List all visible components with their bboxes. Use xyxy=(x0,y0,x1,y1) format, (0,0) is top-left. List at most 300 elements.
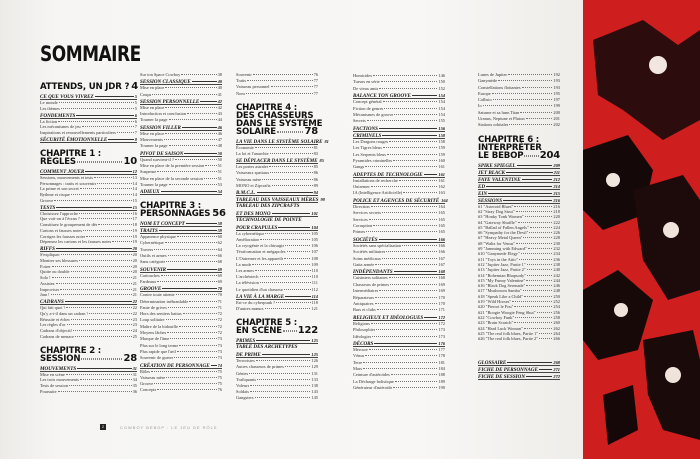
entry-label: Téraformation et mégapoles xyxy=(236,249,286,255)
dot-leader xyxy=(283,331,297,332)
entry-label: RIFFS xyxy=(40,246,56,252)
page-number: 107 xyxy=(311,249,318,255)
dot-leader xyxy=(371,186,438,187)
dot-leader xyxy=(519,259,552,260)
entry-label: Voleurs xyxy=(236,382,250,388)
dot-leader xyxy=(377,309,438,310)
entry-label: Europe xyxy=(478,90,491,96)
dot-leader xyxy=(97,183,131,184)
entry-label: SESSION FILLER xyxy=(140,124,181,131)
dot-leader xyxy=(108,139,134,140)
toc-section-heading[interactable] xyxy=(478,176,560,183)
chapter-title-line: CHAPITRE 2 : xyxy=(40,345,101,356)
dot-leader xyxy=(271,86,313,87)
page-number: 69 xyxy=(217,272,222,278)
entry-label: Assistez xyxy=(40,280,55,286)
dot-leader xyxy=(530,227,553,228)
page-number: 50 xyxy=(217,150,222,156)
toc-section-heading[interactable] xyxy=(478,373,560,380)
toc-section-heading[interactable] xyxy=(478,169,560,176)
chapter-page-number: 28 xyxy=(123,352,137,364)
entry-label: Générateur d'astéroïde xyxy=(353,385,393,391)
page-number: 46 xyxy=(217,124,222,130)
entry-label: Dépensez les cartons et les fausses notes xyxy=(40,239,112,245)
entry-label: Trafiquants xyxy=(236,376,257,382)
page-number: 170 xyxy=(438,300,445,306)
page-number: 133 xyxy=(311,376,318,382)
page-number: 38 xyxy=(217,72,222,77)
chapter-title-line xyxy=(140,208,226,220)
dot-leader xyxy=(98,224,131,225)
entry-label: #19 "Wild Horses" xyxy=(478,299,512,305)
dot-leader xyxy=(166,319,217,320)
toc-section-heading[interactable] xyxy=(236,351,318,358)
dot-leader xyxy=(493,99,553,100)
entry-label: Callisto xyxy=(478,97,492,103)
entry-label: SESSION PERSONNELLE xyxy=(140,98,200,105)
dot-leader xyxy=(539,338,552,339)
page-number: 212 xyxy=(553,176,560,182)
toc-section-heading[interactable] xyxy=(140,78,222,85)
dot-leader xyxy=(269,166,312,167)
page-number: 19 xyxy=(132,227,137,233)
entry-label: #3 "Honky Tonk Women" xyxy=(478,214,524,220)
entry-label: #2 "Stray Dog Strut" xyxy=(478,208,515,214)
dot-leader xyxy=(253,74,313,75)
toc-entry[interactable] xyxy=(140,387,222,393)
toc-column-1 xyxy=(40,76,137,395)
page-number: 167 xyxy=(438,255,445,261)
toc-entry[interactable] xyxy=(40,334,137,340)
dot-leader xyxy=(89,313,131,314)
dot-leader xyxy=(539,333,552,334)
dot-leader xyxy=(177,351,217,352)
page-number: 166 xyxy=(438,249,445,255)
dot-leader xyxy=(66,374,132,375)
dot-leader xyxy=(255,397,311,398)
dot-leader xyxy=(393,160,437,161)
dot-leader xyxy=(516,243,552,244)
entry-label: #22 "Cowboy Funk" xyxy=(478,314,515,320)
toc-section-heading[interactable] xyxy=(140,150,222,157)
toc-section-heading[interactable] xyxy=(40,168,137,175)
toc-section-heading[interactable] xyxy=(478,366,560,373)
toc-section-heading[interactable] xyxy=(236,157,324,165)
page-number: 248 xyxy=(553,288,560,294)
toc-column-5 xyxy=(478,72,560,380)
dot-leader xyxy=(270,153,313,154)
dot-leader xyxy=(170,338,216,339)
entry-label: Apparence physique xyxy=(140,234,176,240)
chapter-title-line: CHAPITRE 5 : xyxy=(236,318,297,329)
entry-label: Io xyxy=(478,103,482,109)
page-number: 17 xyxy=(132,216,137,222)
entry-label: Chasseurs de primes xyxy=(353,281,390,287)
toc-entry[interactable] xyxy=(353,385,445,391)
dot-leader xyxy=(424,317,437,318)
toc-section-heading[interactable] xyxy=(40,365,137,372)
toc-section-heading[interactable] xyxy=(236,224,318,231)
dot-leader xyxy=(165,133,216,134)
dot-leader xyxy=(52,277,132,278)
page-number: 252 xyxy=(553,299,560,305)
dot-leader xyxy=(52,266,132,267)
dot-leader xyxy=(71,194,132,195)
toc-section-heading[interactable] xyxy=(140,124,222,131)
toc-entry[interactable] xyxy=(236,91,318,97)
page-number: 18 xyxy=(132,222,137,227)
toc-section-heading[interactable] xyxy=(140,188,222,195)
dot-leader xyxy=(521,253,553,254)
toc-section-heading[interactable] xyxy=(140,362,222,369)
entry-label: S'expliquer xyxy=(40,252,60,257)
dot-leader xyxy=(526,376,552,377)
dot-leader xyxy=(284,258,310,259)
dot-leader xyxy=(250,391,310,392)
page-number: 110 xyxy=(311,274,318,280)
page-number: 20 xyxy=(132,263,137,269)
page-number: 48 xyxy=(217,143,222,149)
dot-leader xyxy=(157,389,216,390)
page-number: 35 xyxy=(132,383,137,388)
dot-leader xyxy=(379,290,437,291)
dot-leader xyxy=(151,371,217,372)
dot-leader xyxy=(367,120,438,121)
dot-leader xyxy=(73,330,132,331)
entry-label: SPIKE SPIEGEL xyxy=(478,162,516,169)
dot-leader xyxy=(262,179,312,180)
entry-label: Vaisseau mère xyxy=(140,374,166,380)
dot-leader xyxy=(184,153,216,154)
dot-leader xyxy=(167,269,217,270)
toc-section-heading[interactable] xyxy=(353,125,445,132)
page-number: 50 xyxy=(217,156,222,162)
entry-label: Mise en place xyxy=(140,104,165,110)
entry-label: L'Outremer et les appareils xyxy=(236,255,284,261)
toc-section-heading[interactable] xyxy=(353,132,445,139)
toc-column-3 xyxy=(236,72,329,401)
chapter-heading[interactable] xyxy=(40,83,137,91)
dot-leader xyxy=(379,128,437,129)
entry-label: Plus rapide que l'œil xyxy=(140,348,176,354)
dot-leader xyxy=(529,232,552,233)
toc-section-heading[interactable] xyxy=(236,189,318,196)
dot-leader xyxy=(76,115,133,116)
dot-leader xyxy=(523,237,552,238)
entry-label: Idéologies xyxy=(353,333,372,339)
page-number: 192 xyxy=(553,72,560,77)
entry-label: Outils et armes xyxy=(140,253,167,259)
dot-leader xyxy=(375,297,437,298)
toc-section-heading[interactable] xyxy=(478,359,560,366)
entry-label: Les Serpents bleus xyxy=(353,151,386,157)
entry-label: D'autres mœurs xyxy=(236,305,264,311)
dot-leader xyxy=(192,81,217,82)
page-number: 146 xyxy=(438,73,445,78)
page-number: 167 xyxy=(438,261,445,267)
page-number: 60 xyxy=(217,234,222,240)
entry-label: LA VIE À LA MARGE xyxy=(236,293,285,300)
toc-section-heading[interactable] xyxy=(478,162,560,169)
entry-label: Est-ce du cyberpunk ? xyxy=(236,299,276,305)
entry-label: Les armes xyxy=(236,268,254,273)
heading-line: TABLE DES ARCHÉTYPES xyxy=(236,344,298,351)
page-number: 77 xyxy=(313,90,318,96)
entry-label: Quitte ou double xyxy=(40,269,70,275)
page-number: 250 xyxy=(553,293,560,299)
dot-leader xyxy=(169,119,217,120)
entry-label: POLICE ET AGENCES DE SÉCURITÉ xyxy=(353,197,440,204)
dot-leader xyxy=(483,105,553,106)
page-number: 21 xyxy=(132,292,137,298)
page-number: 215 xyxy=(553,190,560,196)
entry-label: ADIEUX xyxy=(140,189,160,196)
dot-leader xyxy=(518,222,553,223)
page-number: 34 xyxy=(132,377,137,383)
entry-label: Gatta armée xyxy=(353,261,375,267)
dot-leader xyxy=(285,296,311,297)
dot-leader xyxy=(524,328,553,329)
entry-label: NOM ET CONCEPT xyxy=(140,221,185,228)
entry-label: Mise en scène xyxy=(40,371,65,377)
page-number: 155 xyxy=(438,118,445,124)
page-number: 69 xyxy=(217,278,222,284)
dot-leader xyxy=(284,289,311,290)
toc-section-heading[interactable] xyxy=(236,196,325,203)
entry-label: Vaisseaux spatiaux xyxy=(236,170,270,176)
entry-label: ADEPTES DE TECHNOLOGIE xyxy=(353,171,423,178)
dot-leader xyxy=(395,381,438,382)
dot-leader xyxy=(260,239,310,240)
chapter-heading[interactable] xyxy=(40,347,137,363)
page-number: 20 xyxy=(132,269,137,275)
toc-section-heading[interactable] xyxy=(40,298,137,305)
dot-leader xyxy=(256,360,311,361)
page-number: 101 xyxy=(311,210,318,216)
entry-label: Tests de session xyxy=(40,383,68,388)
entry-label: Mise en place de la première session xyxy=(140,162,205,168)
entry-label: Travers xyxy=(140,246,154,252)
dot-leader xyxy=(77,161,123,162)
dot-leader xyxy=(252,264,310,265)
entry-label: #4 "Gateway Shuffle" xyxy=(478,219,517,225)
page-number: 58 xyxy=(217,221,222,227)
dot-leader xyxy=(373,75,437,76)
dot-leader xyxy=(56,248,132,249)
entry-label: Concepts xyxy=(140,387,157,393)
red-illustration-panel xyxy=(583,0,700,459)
entry-label: Mise en place xyxy=(140,130,165,136)
dot-leader xyxy=(508,74,552,75)
chapter-page-number: 122 xyxy=(297,325,318,337)
page-number: 75 xyxy=(217,374,222,380)
chapter-heading[interactable] xyxy=(236,319,318,335)
dot-leader xyxy=(522,87,553,88)
page-number: 165 xyxy=(438,223,445,229)
entry-label: Vénus xyxy=(353,353,365,359)
toc-section-heading[interactable] xyxy=(236,210,318,217)
dot-leader xyxy=(85,171,131,172)
entry-label: La mode xyxy=(236,261,252,267)
page-number: 108 xyxy=(311,255,318,261)
chapter-title: LE BEBOP xyxy=(478,150,524,161)
toc-section-heading[interactable] xyxy=(353,171,445,178)
page-number: 76 xyxy=(313,72,318,77)
dot-leader xyxy=(383,147,438,148)
chapter-title-line xyxy=(236,327,318,335)
page-number: 228 xyxy=(553,235,560,241)
toc-section-heading[interactable] xyxy=(353,92,445,99)
dot-leader xyxy=(187,113,217,114)
toc-section-heading[interactable] xyxy=(140,98,222,105)
page-number: 76 xyxy=(217,387,222,393)
dot-leader xyxy=(506,172,553,173)
entry-label: La Décharge holistique xyxy=(353,378,394,384)
entry-label: Ceinture d'astéroïdes xyxy=(353,372,390,378)
toc-section-heading[interactable] xyxy=(478,190,560,197)
dot-leader xyxy=(262,354,311,355)
dot-leader xyxy=(65,301,132,302)
chapter-heading[interactable] xyxy=(236,102,323,137)
toc-section-heading[interactable] xyxy=(40,112,137,119)
entry-label: Outremer xyxy=(353,184,370,190)
page-number: 143 xyxy=(311,389,318,395)
entry-label: Quand survient-il ? xyxy=(140,156,174,162)
page-number: 244 xyxy=(553,277,560,283)
page-number: 232 xyxy=(553,246,560,252)
dot-leader xyxy=(80,379,132,380)
page-number: 171 xyxy=(438,307,445,313)
page-number: 195 xyxy=(553,90,560,96)
page-number: 81 xyxy=(313,144,318,150)
page-number: 169 xyxy=(438,288,445,294)
page-number: 13 xyxy=(132,174,137,180)
entry-label: Primes xyxy=(353,229,366,235)
dot-leader xyxy=(189,301,216,302)
page-number: 6 xyxy=(134,118,137,124)
page-number: 89 xyxy=(313,182,318,188)
entry-label: Nom xyxy=(236,90,245,96)
toc-entry[interactable] xyxy=(236,395,318,401)
entry-label: Terre xyxy=(353,359,363,365)
toc-section-heading[interactable] xyxy=(236,293,318,300)
entry-label: Les Dragons rouges xyxy=(353,138,389,144)
dot-leader xyxy=(260,276,311,277)
toc-entry[interactable] xyxy=(478,122,560,128)
chapter-heading[interactable] xyxy=(478,136,560,160)
toc-section-heading[interactable] xyxy=(236,138,329,145)
dot-leader xyxy=(389,141,437,142)
entry-label: SESSIONS xyxy=(478,197,503,204)
toc-section-heading[interactable] xyxy=(40,245,137,252)
dot-leader xyxy=(381,81,438,82)
toc-section-heading[interactable] xyxy=(40,93,137,100)
page-number: 7 xyxy=(134,124,137,130)
page-number: 214 xyxy=(553,183,560,189)
entry-label: Cuisiniers solitaires xyxy=(353,275,388,281)
entry-label: #20 "Pierrot le Fou" xyxy=(478,304,514,310)
entry-label: Hors des sentiers battus xyxy=(140,311,182,317)
entry-label: Économie xyxy=(236,144,254,150)
running-footer: COWBOY BEBOP : LE JEU DE RÔLE xyxy=(120,425,218,430)
page-number: 193 xyxy=(553,78,560,84)
toc-section-heading[interactable] xyxy=(140,266,222,273)
page-number: 154 xyxy=(438,93,445,99)
dot-leader xyxy=(523,290,553,291)
chapter-page-number: 10 xyxy=(123,155,137,167)
toc-section-heading[interactable] xyxy=(353,314,445,321)
toc-section-heading[interactable] xyxy=(40,204,137,211)
toc-entry[interactable] xyxy=(40,389,137,395)
chapter-heading[interactable] xyxy=(140,201,226,220)
page-number: 266 xyxy=(553,336,560,342)
dot-leader xyxy=(77,368,131,369)
chapter-heading[interactable] xyxy=(40,150,137,166)
entry-label: Homicides xyxy=(353,73,373,78)
entry-label: Gangs xyxy=(353,164,365,170)
toc-section-heading[interactable] xyxy=(140,227,222,234)
toc-section-heading[interactable] xyxy=(353,340,445,347)
page-number: 272 xyxy=(553,374,560,380)
heading-line: TECHNOLOGIE DE POINTE xyxy=(236,216,302,223)
dot-leader xyxy=(393,387,437,388)
dot-leader xyxy=(488,193,552,194)
dot-leader xyxy=(51,294,132,295)
entry-label: #17 "Mushroom Samba" xyxy=(478,288,522,294)
entry-label: Pyramides criminelles xyxy=(353,157,393,163)
chapter-page-number: 78 xyxy=(304,125,318,137)
toc-section-heading[interactable] xyxy=(140,220,222,227)
entry-label: #11 "Toys in the Attic" xyxy=(478,256,519,262)
toc-section-heading[interactable] xyxy=(353,236,445,243)
entry-label: Vaisseau personnel xyxy=(236,84,270,90)
dot-leader xyxy=(278,227,310,228)
entry-label: Soins médicaux xyxy=(353,255,381,261)
page-number: 5 xyxy=(134,100,137,105)
toc-section-heading[interactable] xyxy=(353,197,448,204)
dot-leader xyxy=(524,155,538,156)
toc-section-heading[interactable] xyxy=(478,183,560,190)
dot-leader xyxy=(256,340,310,341)
toc-section-heading[interactable] xyxy=(40,136,137,143)
dot-leader xyxy=(204,178,217,179)
toc-section-heading[interactable] xyxy=(478,197,560,204)
page-number: 129 xyxy=(311,364,318,370)
dot-leader xyxy=(516,211,553,212)
spacer xyxy=(478,341,560,359)
page-number: 256 xyxy=(553,309,560,315)
page-number: 254 xyxy=(553,304,560,310)
dot-leader xyxy=(498,80,552,81)
page-number: 106 xyxy=(311,243,318,249)
dot-leader xyxy=(526,285,552,286)
page-number: 21 xyxy=(132,275,137,280)
dot-leader xyxy=(59,102,134,103)
entry-label: #13 "Jupiter Jazz, Partie 2" xyxy=(478,267,526,273)
page-number: 184 xyxy=(438,366,445,372)
dot-leader xyxy=(69,385,132,386)
dot-leader xyxy=(537,312,553,313)
toc-entry[interactable] xyxy=(236,306,318,312)
entry-label: #26 "The real folk blues, Partie 2" xyxy=(478,336,539,342)
dot-leader xyxy=(375,264,437,265)
dot-leader xyxy=(386,251,437,252)
toc-section-heading[interactable] xyxy=(353,268,445,275)
dot-leader xyxy=(54,200,131,201)
page-number: 85 xyxy=(313,164,318,170)
toc-section-heading[interactable] xyxy=(140,285,222,292)
chapter-page-number: 56 xyxy=(212,208,226,220)
